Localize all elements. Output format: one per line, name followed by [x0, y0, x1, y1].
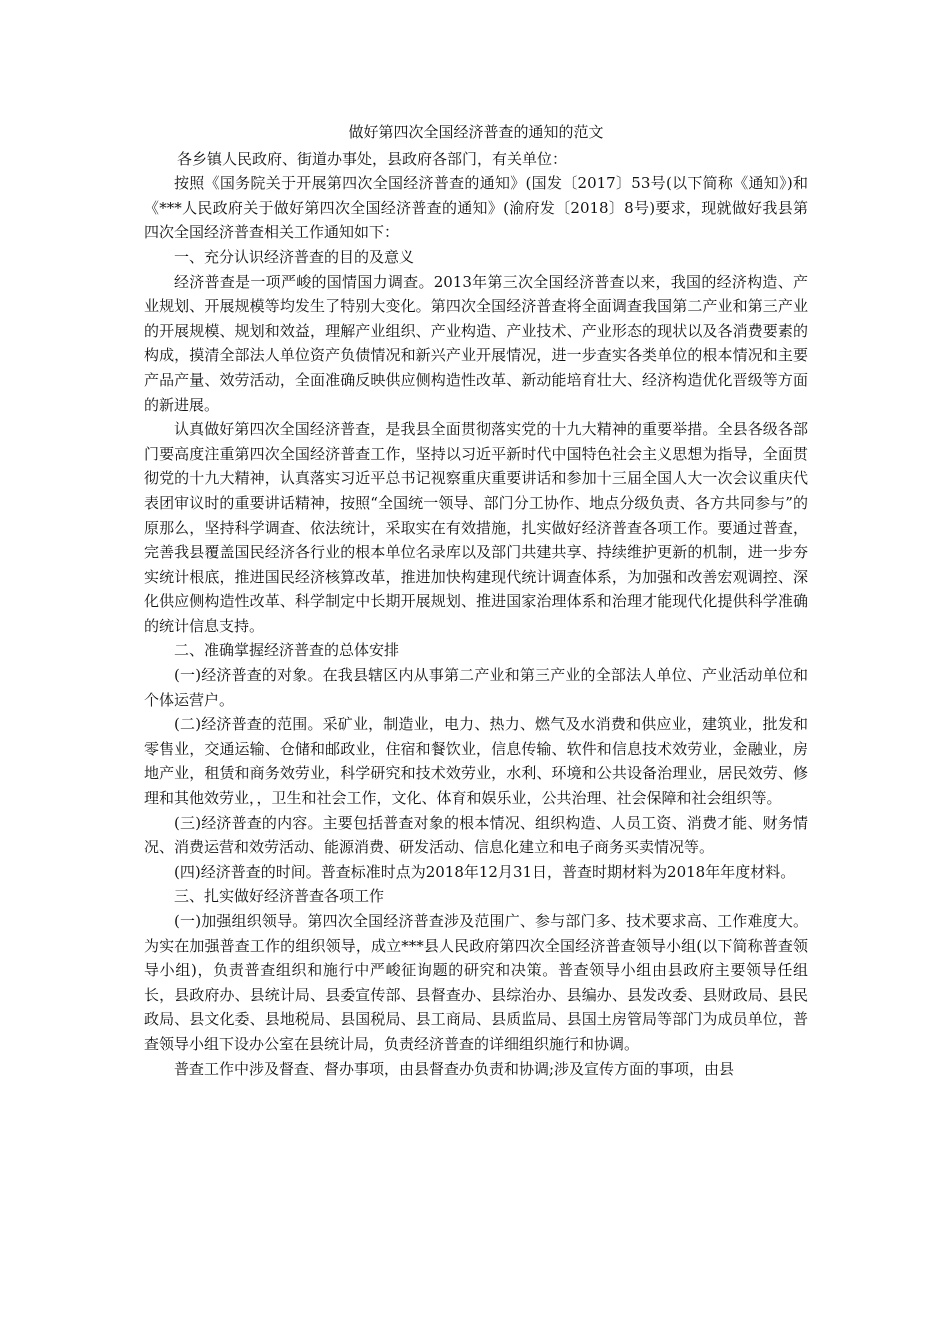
- paragraph: 普查工作中涉及督查、督办事项，由县督查办负责和协调;涉及宣传方面的事项，由县: [174, 1059, 735, 1078]
- paragraph: (一)经济普查的对象。在我县辖区内从事第二产业和第三产业的全部法人单位、产业活动单位和个体运营户。: [144, 666, 808, 709]
- document-title: 做好第四次全国经济普查的通知的范文: [348, 123, 604, 141]
- section-heading-1: 一、充分认识经济普查的目的及意义: [174, 247, 415, 266]
- paragraph: 认真做好第四次全国经济普查，是我县全面贯彻落实党的十九大精神的重要举措。全县各级各部门要高度注重第四次全国经济普查工作，坚持以习近平新时代中国特色社会主义思想为指导，全面贯彻党的十九大精神，认真落实习近平总书记视察重庆重要讲话和参加十三届全国人大一次会议重庆代表团审议时的重要讲话精神，按照“全国统一领导、部门分工协作、地点分级负责、各方共同参与”的原那么，坚持科学调查、依法统计，采取实在有效措施，扎实做好经济普查各项工作。要通过普查，完善我县覆盖国民经济各行业的根本单位名录库以及部门共建共享、持续维护更新的机制，进一步夯实统计根底，推进国民经济核算改革，推进加快构建现代统计调查体系，为加强和改善宏观调控、深化供应侧构造性改革、科学制定中长期开展规划、推进国家治理体系和治理才能现代化提供科学准确的统计信息支持。: [144, 420, 808, 635]
- document-page: [144, 120, 808, 1081]
- paragraph: (四)经济普查的时间。普查标准时点为2018年12月31日，普查时期材料为2018年年度材料。: [174, 862, 796, 881]
- salutation: 各乡镇人民政府、街道办事处，县政府各部门，有关单位：: [177, 149, 568, 168]
- paragraph: 经济普查是一项严峻的国情国力调查。2013年第三次全国经济普查以来，我国的经济构造、产业规划、开展规模等均发生了特别大变化。第四次全国经济普查将全面调查我国第二产业和第三产业的开展规模、规划和效益，理解产业组织、产业构造、产业技术、产业形态的现状以及各消费要素的构成，摸清全部法人单位资产负债情况和新兴产业开展情况，进一步查实各类单位的根本情况和主要产品产量、效劳活动，全面准确反映供应侧构造性改革、新动能培育壮大、经济构造优化晋级等方面的新进展。: [144, 272, 808, 414]
- section-heading-2: 二、准确掌握经济普查的总体安排: [174, 641, 400, 660]
- paragraph: (二)经济普查的范围。采矿业，制造业，电力、热力、燃气及水消费和供应业，建筑业，批发和零售业，交通运输、仓储和邮政业，住宿和餐饮业，信息传输、软件和信息技术效劳业，金融业，房地产业，租赁和商务效劳业，科学研究和技术效劳业，水利、环境和公共设备治理业，居民效劳、修理和其他效劳业，，卫生和社会工作，文化、体育和娱乐业，公共治理、社会保障和社会组织等。: [144, 715, 808, 808]
- section-heading-3: 三、扎实做好经济普查各项工作: [174, 887, 385, 906]
- paragraph: (三)经济普查的内容。主要包括普查对象的根本情况、组织构造、人员工资、消费才能、财务情况、消费运营和效劳活动、能源消费、研发活动、信息化建立和电子商务买卖情况等。: [144, 813, 808, 857]
- paragraph: (一)加强组织领导。第四次全国经济普查涉及范围广、参与部门多、技术要求高、工作难度大。为实在加强普查工作的组织领导，成立***县人民政府第四次全国经济普查领导小组(以下简称普查领导小组)，负责普查组织和施行中严峻征询题的研究和决策。普查领导小组由县政府主要领导任组长，县政府办、县统计局、县委宣传部、县督查办、县综治办、县编办、县发改委、县财政局、县民政局、县文化委、县地税局、县国税局、县工商局、县质监局、县国土房管局等部门为成员单位，普查领导小组下设办公室在县统计局，负责经济普查的详细组织施行和协调。: [144, 912, 808, 1053]
- paragraph-intro: 按照《国务院关于开展第四次全国经济普查的通知》(国发〔2017〕53号(以下简称《通知》)和《***人民政府关于做好第四次全国经济普查的通知》(渝府发〔2018〕8号)要求，现就做好我县第四次全国经济普查相关工作通知如下：: [144, 174, 808, 242]
